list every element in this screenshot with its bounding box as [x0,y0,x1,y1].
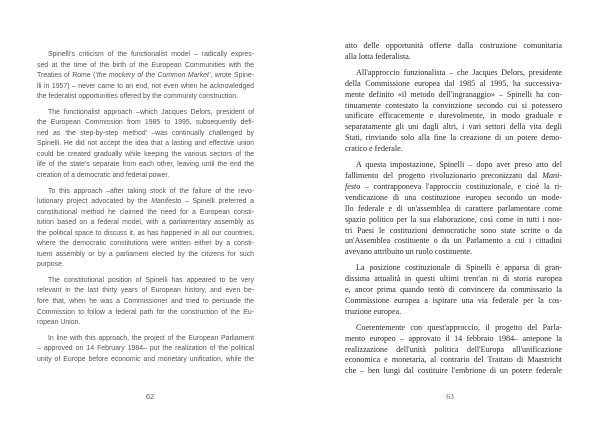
text-line [37,171,254,182]
text-segment: fore that, when he was a Commissioner and tried to persuade the [37,298,254,306]
paragraph [345,68,562,155]
text-segment: della Commissione europea dal 1985 al 1995, ha successiva- [345,78,562,88]
paragraph [37,50,254,103]
paragraph [345,41,562,63]
page-number: 63 [446,392,454,401]
text-line [37,129,254,140]
text-line [345,296,562,307]
paragraph [37,334,254,366]
text-line [345,144,562,155]
text-segment: e, ancor prima quando tentò di convincere da commissario la [345,285,562,295]
text-segment: unity of Europe before economic and monetary unification, while the [37,355,254,363]
paragraph [37,108,254,182]
right-page [300,0,600,425]
text-line [345,215,562,226]
text-segment: To this approach –after taking stock of the failure of the revo- [48,187,254,195]
paragraph [37,276,254,329]
text-line [37,308,254,319]
text-line [37,355,254,366]
text-segment: fallimento del progetto rivoluzionario preconizzato dal [345,170,543,180]
text-segment: truzione europea. [345,306,402,316]
text-line [345,101,562,112]
text-segment: – contrapponeva l'approccio costituzionale, e cioè la ri- [360,181,562,191]
text-line [37,92,254,103]
text-segment: tri Paesi le costituzioni democratiche sono state scritte o da [345,225,562,235]
text-segment: tuent assembly or by a parliament elected by the citizens for such [37,250,254,258]
text-line [345,307,562,318]
text-line [37,108,254,119]
text-segment: alla lotta federalista. [345,51,411,61]
text-segment: purpose. [37,261,64,269]
text-line [345,226,562,237]
text-segment: separatamente gli uni dagli altri, i vari settori della vita degli [345,122,562,132]
text-segment: lli in 1957) – never came to an end, not even when he acknowledged [37,82,254,90]
text-segment: tinuamente contestato la convinzione secondo cui si potessero [345,100,562,110]
text-line [37,187,254,198]
text-line [345,334,562,345]
text-segment: Spinelli. He did not accept the idea that a lasting and effective union [37,140,254,148]
paragraph [345,263,562,318]
text-segment: economica e monetaria, al contrario del Trattato di Maastricht [345,355,562,365]
text-line [345,90,562,101]
text-segment: atto delle opportunità offerte dalla costruzione comunitaria [345,41,562,50]
text-line [345,182,562,193]
text-line [345,160,562,171]
text-line [37,61,254,72]
text-segment: mento europeo – approvato il 14 febbraio 1984– antepone la [345,333,562,343]
text-segment: In line with this approach, the project of the European Parliament [48,334,254,342]
paragraph [345,160,562,258]
text-line [37,250,254,261]
text-segment: unificare efficacemente e durevolmente, in modo graduale e [345,111,562,121]
text-line [345,323,562,334]
text-segment: mente definito «il metodo dell'ingranaggio» – Spinelli ha con- [345,89,562,99]
text-line [345,133,562,144]
text-line [37,239,254,250]
text-line [345,171,562,182]
text-line [345,41,562,52]
text-segment: creation of a democratic and federal power. [37,172,170,180]
text-segment: – approved on 14 February 1984– put the realization of the political [37,345,254,353]
text-line [345,236,562,247]
text-line [37,208,254,219]
text-line [37,260,254,271]
text-line [345,355,562,366]
text-segment: La posizione costituzionale di Spinelli è apparsa di gran- [356,263,562,273]
text-line [345,247,562,258]
italic-text: ‘the mockery of the Common Market’ [95,72,211,80]
text-line [37,197,254,208]
text-segment: All'approccio funzionalista – che Jacques Delors, presidente [356,67,562,77]
text-line [37,160,254,171]
text-line [37,139,254,150]
text-segment: the European Commission from 1985 to 1995, subsequently defi- [37,119,254,127]
text-segment: A questa impostazione, Spinelli – dopo aver preso atto del [356,160,562,170]
text-line [345,52,562,63]
text-line [37,344,254,355]
text-segment: Coerentemente con quest'approccio, il progetto del Parla- [356,322,562,332]
text-segment: could be created gradually while keeping the various sectors of the [37,150,254,158]
text-line [345,366,562,377]
text-segment: the federalist opportunities offered by the community construction. [37,93,238,101]
text-segment: cratico e federale. [345,144,403,154]
text-segment: Treaties of Rome ( [37,72,96,80]
text-segment: Spinelli's criticism of the functionalist model – radically expres- [48,51,254,58]
text-line [345,122,562,133]
text-segment: ropean Union. [37,319,81,327]
text-segment: vendicazione di una costituzione europea secondo un mode- [345,192,562,202]
text-segment: The functionalist approach –which Jacques Delors, president of [48,108,254,116]
text-segment: tution based on a federal model, with a parliamentary assembly as [37,219,254,227]
text-segment: Commission to follow a federal path for the construction of the Eu- [37,308,254,316]
italic-text: Manifesto [151,198,182,206]
text-line [37,150,254,161]
italic-text: Mani- [542,170,562,180]
text-line [345,111,562,122]
text-segment: spazio politico per la sua elaborazione, così come in tutti i nos- [345,214,562,224]
text-segment: constitutional method he claimed the need for a European consti- [37,208,254,216]
text-line [37,71,254,82]
text-segment: lutionary project advocated by the [37,198,152,206]
text-line [37,50,254,61]
text-line [345,274,562,285]
text-segment: relevant in the last thirty years of European history, and even be- [37,287,254,295]
text-segment: where the democratic constitutions were written either by a consti- [37,240,254,248]
text-line [345,68,562,79]
text-line [37,318,254,329]
text-segment: Commissione europea a ispirare una via federale per la cos- [345,295,562,305]
text-segment: The constitutional position of Spinelli has appeared to be very [48,276,254,284]
text-line [37,118,254,129]
paragraph [345,323,562,378]
text-segment: un'Assemblea costituente o da un Parlamento a cui i cittadini [345,236,562,246]
right-page-text [345,41,562,382]
paragraph [37,187,254,271]
text-line [345,193,562,204]
text-line [345,345,562,356]
page-number: 62 [145,392,155,401]
text-segment: avevano attribuito un ruolo costituente. [345,247,472,257]
text-line [37,218,254,229]
text-line [345,285,562,296]
text-segment: , wrote Spine- [210,72,254,80]
text-segment: che – ben lungi dal costituire l'embrione di un potere federale [345,366,562,376]
text-line [345,263,562,274]
text-segment: – Spinelli preferred a [181,198,254,206]
text-line [37,82,254,93]
text-line [37,229,254,240]
text-segment: dissima attualità in questi ultimi trent'an ni di storia europea [345,274,562,284]
text-line [37,276,254,287]
text-line [37,286,254,297]
text-segment: llo federale e di un'assemblea di carattere parlamentare come [345,203,562,213]
text-line [345,79,562,90]
left-page-text [37,50,254,370]
italic-text: festo [345,181,361,191]
text-segment: the political space to discuss it, as has happened in all our countries, [37,229,254,237]
text-line [37,297,254,308]
text-segment: life of the state's separate from each other, leaving until the end the [37,161,254,169]
text-segment: Stati, rinviando solo alla fine la creazione di un potere demo- [345,133,562,143]
text-line [345,204,562,215]
text-line [37,334,254,345]
text-segment: realizzazione dell'unità politica dell'Europa all'unificazione [345,344,562,354]
text-segment: ned as ‘the step-by-step method’ –was continually challenged by [37,129,254,137]
text-segment: sed at the time of the birth of the European Communities with the [37,61,254,69]
